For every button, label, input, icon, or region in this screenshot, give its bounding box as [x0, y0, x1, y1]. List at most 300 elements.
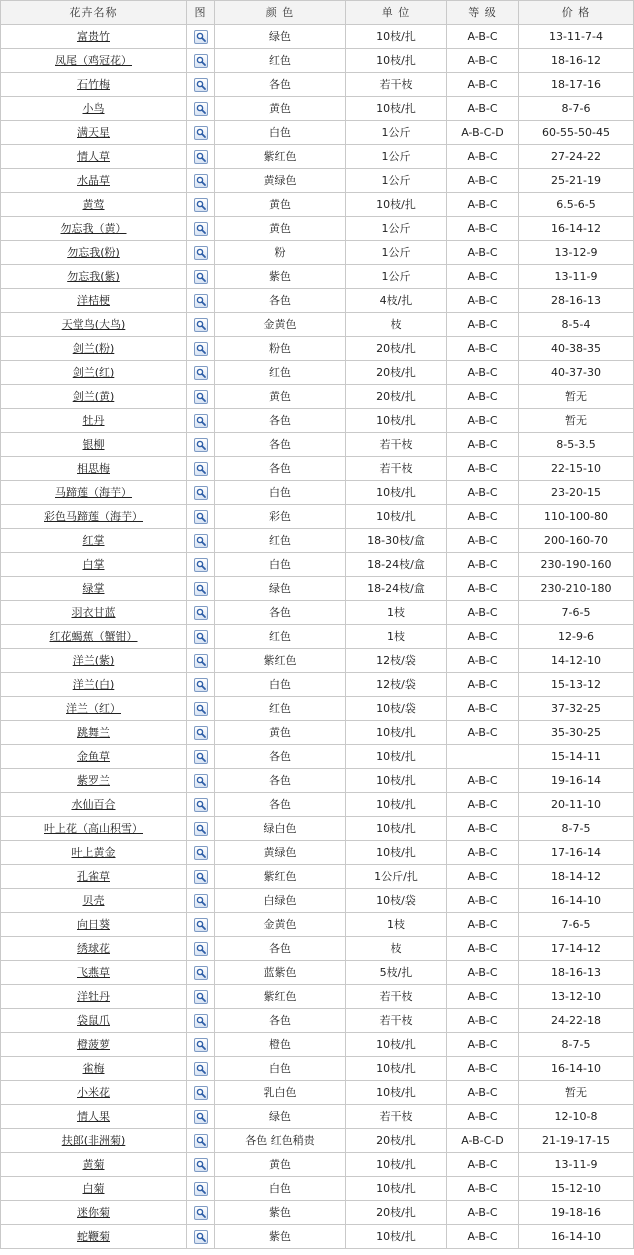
flower-name-cell — [1, 49, 187, 73]
magnifier-icon[interactable] — [194, 822, 208, 836]
price-cell: 12-9-6 — [519, 625, 634, 649]
table-row — [1, 1009, 634, 1033]
flower-name-link[interactable]: 勿忘我(紫) — [67, 270, 120, 283]
magnifier-icon[interactable] — [194, 654, 208, 668]
grade-cell: A-B-C — [447, 793, 519, 817]
flower-name-link[interactable]: 石竹梅 — [77, 78, 110, 91]
image-cell — [187, 841, 215, 865]
magnifier-icon[interactable] — [194, 102, 208, 116]
flower-name-link[interactable]: 蛇鞭菊 — [77, 1230, 110, 1243]
price-cell: 15-12-10 — [519, 1177, 634, 1201]
flower-name-link[interactable]: 绿掌 — [82, 582, 105, 595]
magnifier-icon[interactable] — [194, 246, 208, 260]
color-cell: 黄绿色 — [215, 169, 346, 193]
unit-cell: 1公斤 — [346, 217, 447, 241]
magnifier-icon[interactable] — [194, 894, 208, 908]
unit-cell: 若干枝 — [346, 1105, 447, 1129]
image-cell — [187, 217, 215, 241]
grade-cell: A-B-C — [447, 145, 519, 169]
header-row — [1, 1, 634, 25]
image-cell — [187, 433, 215, 457]
image-cell — [187, 721, 215, 745]
unit-cell: 18-24枝/盒 — [346, 553, 447, 577]
grade-cell: A-B-C — [447, 865, 519, 889]
flower-name-link[interactable]: 富贵竹 — [77, 30, 110, 43]
color-cell: 粉 — [215, 241, 346, 265]
color-cell: 绿白色 — [215, 817, 346, 841]
unit-cell: 1公斤 — [346, 169, 447, 193]
flower-name-cell — [1, 889, 187, 913]
flower-name-cell — [1, 97, 187, 121]
flower-name-link[interactable]: 贝壳 — [82, 894, 105, 907]
price-cell: 13-12-9 — [519, 241, 634, 265]
price-cell: 13-11-7-4 — [519, 25, 634, 49]
flower-name-link[interactable]: 洋兰(紫) — [72, 654, 115, 667]
magnifier-icon[interactable] — [194, 918, 208, 932]
unit-cell: 1公斤/扎 — [346, 865, 447, 889]
flower-name-link[interactable]: 迷你菊 — [77, 1206, 110, 1219]
image-cell — [187, 673, 215, 697]
table-row — [1, 889, 634, 913]
price-cell: 28-16-13 — [519, 289, 634, 313]
magnifier-icon[interactable] — [194, 1158, 208, 1172]
price-cell: 110-100-80 — [519, 505, 634, 529]
unit-cell: 10枝/扎 — [346, 409, 447, 433]
price-cell: 暂无 — [519, 1081, 634, 1105]
magnifier-icon[interactable] — [194, 222, 208, 236]
magnifier-icon[interactable] — [194, 1134, 208, 1148]
unit-cell: 10枝/袋 — [346, 889, 447, 913]
unit-cell: 枝 — [346, 313, 447, 337]
magnifier-icon[interactable] — [194, 1038, 208, 1052]
flower-name-cell — [1, 1201, 187, 1225]
unit-cell: 若干枝 — [346, 457, 447, 481]
flower-name-cell — [1, 1129, 187, 1153]
flower-name-cell — [1, 121, 187, 145]
table-row — [1, 721, 634, 745]
flower-name-cell — [1, 673, 187, 697]
price-cell: 暂无 — [519, 409, 634, 433]
table-row — [1, 25, 634, 49]
image-cell — [187, 649, 215, 673]
magnifier-icon[interactable] — [194, 534, 208, 548]
flower-name-link[interactable]: 金鱼草 — [77, 750, 110, 763]
magnifier-icon[interactable] — [194, 606, 208, 620]
table-row — [1, 841, 634, 865]
table-row — [1, 1105, 634, 1129]
table-row — [1, 97, 634, 121]
flower-name-cell — [1, 337, 187, 361]
unit-cell: 10枝/扎 — [346, 481, 447, 505]
price-cell: 8-7-6 — [519, 97, 634, 121]
magnifier-icon[interactable] — [194, 870, 208, 884]
unit-cell: 10枝/扎 — [346, 505, 447, 529]
flower-name-link[interactable]: 牡丹 — [82, 414, 105, 427]
color-cell: 各色 — [215, 1009, 346, 1033]
price-cell: 6.5-6-5 — [519, 193, 634, 217]
flower-name-link[interactable]: 小米花 — [77, 1086, 110, 1099]
image-cell — [187, 73, 215, 97]
image-cell — [187, 601, 215, 625]
table-row — [1, 625, 634, 649]
flower-name-cell — [1, 649, 187, 673]
color-cell: 黄色 — [215, 193, 346, 217]
flower-name-link[interactable]: 勿忘我(粉) — [67, 246, 120, 259]
flower-name-link[interactable]: 剑兰(粉) — [72, 342, 115, 355]
image-cell — [187, 793, 215, 817]
color-cell: 紫色 — [215, 1201, 346, 1225]
color-cell: 白色 — [215, 673, 346, 697]
price-cell: 23-20-15 — [519, 481, 634, 505]
image-cell — [187, 97, 215, 121]
table-row — [1, 937, 634, 961]
magnifier-icon[interactable] — [194, 174, 208, 188]
unit-cell: 20枝/扎 — [346, 1129, 447, 1153]
grade-cell: A-B-C — [447, 1105, 519, 1129]
magnifier-icon[interactable] — [194, 78, 208, 92]
magnifier-icon[interactable] — [194, 1014, 208, 1028]
unit-cell: 1枝 — [346, 625, 447, 649]
flower-name-link[interactable]: 马蹄莲（海芋） — [55, 486, 132, 499]
flower-name-cell — [1, 769, 187, 793]
flower-name-cell — [1, 1177, 187, 1201]
flower-name-cell — [1, 361, 187, 385]
table-row — [1, 913, 634, 937]
image-cell — [187, 25, 215, 49]
magnifier-icon[interactable] — [194, 438, 208, 452]
image-cell — [187, 481, 215, 505]
grade-cell: A-B-C — [447, 649, 519, 673]
flower-name-link[interactable]: 情人果 — [77, 1110, 110, 1123]
unit-cell: 18-30枝/盒 — [346, 529, 447, 553]
image-cell — [187, 1201, 215, 1225]
table-row — [1, 1081, 634, 1105]
color-cell: 紫色 — [215, 265, 346, 289]
flower-name-cell — [1, 313, 187, 337]
magnifier-icon[interactable] — [194, 1206, 208, 1220]
grade-cell: A-B-C — [447, 841, 519, 865]
flower-name-cell — [1, 241, 187, 265]
flower-name-link[interactable]: 剑兰(红) — [72, 366, 115, 379]
unit-cell: 20枝/扎 — [346, 385, 447, 409]
color-cell: 白色 — [215, 1177, 346, 1201]
grade-cell: A-B-C — [447, 577, 519, 601]
unit-cell: 10枝/扎 — [346, 745, 447, 769]
flower-name-link[interactable]: 水仙百合 — [71, 798, 116, 811]
magnifier-icon[interactable] — [194, 990, 208, 1004]
grade-cell: A-B-C — [447, 73, 519, 97]
magnifier-icon[interactable] — [194, 966, 208, 980]
grade-cell: A-B-C — [447, 409, 519, 433]
color-cell: 白色 — [215, 1057, 346, 1081]
magnifier-icon[interactable] — [194, 702, 208, 716]
color-cell: 各色 — [215, 433, 346, 457]
unit-cell: 1公斤 — [346, 121, 447, 145]
flower-name-link[interactable]: 绣球花 — [77, 942, 110, 955]
table-row — [1, 1201, 634, 1225]
magnifier-icon[interactable] — [194, 414, 208, 428]
flower-name-cell — [1, 577, 187, 601]
table-row — [1, 433, 634, 457]
grade-cell: A-B-C — [447, 721, 519, 745]
flower-name-cell — [1, 73, 187, 97]
flower-name-link[interactable]: 向日葵 — [77, 918, 110, 931]
price-cell: 200-160-70 — [519, 529, 634, 553]
grade-cell: A-B-C — [447, 937, 519, 961]
color-cell: 红色 — [215, 529, 346, 553]
unit-cell: 10枝/扎 — [346, 721, 447, 745]
price-cell: 13-11-9 — [519, 265, 634, 289]
header-price: 价 格 — [519, 1, 634, 25]
magnifier-icon[interactable] — [194, 462, 208, 476]
image-cell — [187, 121, 215, 145]
magnifier-icon[interactable] — [194, 30, 208, 44]
table-body — [1, 25, 634, 1249]
price-cell: 15-14-11 — [519, 745, 634, 769]
price-cell: 37-32-25 — [519, 697, 634, 721]
grade-cell: A-B-C — [447, 193, 519, 217]
color-cell: 黄色 — [215, 97, 346, 121]
magnifier-icon[interactable] — [194, 486, 208, 500]
flower-name-link[interactable]: 洋兰（红） — [66, 702, 121, 715]
grade-cell: A-B-C — [447, 673, 519, 697]
table-row — [1, 121, 634, 145]
magnifier-icon[interactable] — [194, 798, 208, 812]
flower-name-cell — [1, 913, 187, 937]
color-cell: 金黄色 — [215, 313, 346, 337]
image-cell — [187, 1009, 215, 1033]
table-row — [1, 169, 634, 193]
flower-name-cell — [1, 721, 187, 745]
unit-cell: 10枝/扎 — [346, 49, 447, 73]
flower-name-link[interactable]: 彩色马蹄莲（海芋） — [44, 510, 143, 523]
unit-cell: 10枝/扎 — [346, 1081, 447, 1105]
table-row — [1, 1225, 634, 1249]
magnifier-icon[interactable] — [194, 1062, 208, 1076]
magnifier-icon[interactable] — [194, 318, 208, 332]
unit-cell: 若干枝 — [346, 433, 447, 457]
flower-name-link[interactable]: 剑兰(黄) — [72, 390, 115, 403]
grade-cell: A-B-C — [447, 337, 519, 361]
flower-name-cell — [1, 1105, 187, 1129]
table-row — [1, 217, 634, 241]
flower-name-link[interactable]: 满天星 — [77, 126, 110, 139]
unit-cell: 枝 — [346, 937, 447, 961]
flower-name-cell — [1, 193, 187, 217]
grade-cell: A-B-C — [447, 1201, 519, 1225]
price-cell: 8-5-3.5 — [519, 433, 634, 457]
flower-name-link[interactable]: 情人草 — [77, 150, 110, 163]
color-cell: 黄绿色 — [215, 841, 346, 865]
flower-name-link[interactable]: 凤尾（鸡冠花） — [55, 54, 132, 67]
flower-name-link[interactable]: 孔雀草 — [77, 870, 110, 883]
flower-name-link[interactable]: 天堂鸟(大鸟) — [61, 318, 126, 331]
magnifier-icon[interactable] — [194, 1086, 208, 1100]
magnifier-icon[interactable] — [194, 1230, 208, 1244]
flower-name-link[interactable]: 小鸟 — [82, 102, 105, 115]
flower-name-link[interactable]: 洋牡丹 — [77, 990, 110, 1003]
flower-name-link[interactable]: 羽衣甘蓝 — [71, 606, 116, 619]
price-cell: 21-19-17-15 — [519, 1129, 634, 1153]
grade-cell: A-B-C — [447, 313, 519, 337]
price-cell: 22-15-10 — [519, 457, 634, 481]
flower-name-link[interactable]: 白菊 — [82, 1182, 105, 1195]
magnifier-icon[interactable] — [194, 150, 208, 164]
magnifier-icon[interactable] — [194, 630, 208, 644]
image-cell — [187, 529, 215, 553]
price-cell: 17-14-12 — [519, 937, 634, 961]
grade-cell: A-B-C — [447, 361, 519, 385]
table-row — [1, 865, 634, 889]
magnifier-icon[interactable] — [194, 678, 208, 692]
flower-name-link[interactable]: 红花蝎蕉（蟹钳） — [49, 630, 138, 643]
flower-name-cell — [1, 169, 187, 193]
image-cell — [187, 913, 215, 937]
table-row — [1, 769, 634, 793]
table-row — [1, 265, 634, 289]
color-cell: 黄色 — [215, 721, 346, 745]
flower-name-link[interactable]: 紫罗兰 — [77, 774, 110, 787]
magnifier-icon[interactable] — [194, 270, 208, 284]
grade-cell: A-B-C — [447, 697, 519, 721]
flower-name-link[interactable]: 洋兰(白) — [72, 678, 115, 691]
color-cell: 各色 — [215, 601, 346, 625]
table-row — [1, 1153, 634, 1177]
color-cell: 黄色 — [215, 1153, 346, 1177]
magnifier-icon[interactable] — [194, 942, 208, 956]
unit-cell: 5枝/扎 — [346, 961, 447, 985]
image-cell — [187, 1105, 215, 1129]
image-cell — [187, 385, 215, 409]
magnifier-icon[interactable] — [194, 1110, 208, 1124]
grade-cell: A-B-C — [447, 457, 519, 481]
flower-name-link[interactable]: 红掌 — [82, 534, 105, 547]
color-cell: 白色 — [215, 553, 346, 577]
magnifier-icon[interactable] — [194, 846, 208, 860]
image-cell — [187, 937, 215, 961]
flower-name-link[interactable]: 白掌 — [82, 558, 105, 571]
magnifier-icon[interactable] — [194, 54, 208, 68]
table-row — [1, 529, 634, 553]
image-cell — [187, 409, 215, 433]
color-cell: 各色 — [215, 73, 346, 97]
table-row — [1, 793, 634, 817]
magnifier-icon[interactable] — [194, 510, 208, 524]
magnifier-icon[interactable] — [194, 558, 208, 572]
table-row — [1, 961, 634, 985]
grade-cell: A-B-C-D — [447, 1129, 519, 1153]
unit-cell: 若干枝 — [346, 73, 447, 97]
magnifier-icon[interactable] — [194, 390, 208, 404]
flower-name-cell — [1, 553, 187, 577]
flower-name-link[interactable]: 橙菠萝 — [77, 1038, 110, 1051]
flower-name-cell — [1, 697, 187, 721]
table-row — [1, 337, 634, 361]
grade-cell: A-B-C — [447, 817, 519, 841]
grade-cell: A-B-C — [447, 1177, 519, 1201]
magnifier-icon[interactable] — [194, 1182, 208, 1196]
grade-cell: A-B-C — [447, 433, 519, 457]
flower-name-link[interactable]: 黄菊 — [82, 1158, 105, 1171]
header-color: 颜 色 — [215, 1, 346, 25]
table-row — [1, 1129, 634, 1153]
grade-cell: A-B-C — [447, 1225, 519, 1249]
table-row — [1, 457, 634, 481]
magnifier-icon[interactable] — [194, 726, 208, 740]
flower-name-link[interactable]: 飞燕草 — [77, 966, 110, 979]
table-row — [1, 601, 634, 625]
color-cell: 各色 — [215, 409, 346, 433]
flower-name-link[interactable]: 勿忘我（黄） — [60, 222, 127, 235]
unit-cell: 10枝/扎 — [346, 841, 447, 865]
table-row — [1, 481, 634, 505]
grade-cell: A-B-C — [447, 481, 519, 505]
image-cell — [187, 745, 215, 769]
flower-name-link[interactable]: 水晶草 — [77, 174, 110, 187]
flower-name-link[interactable]: 袋鼠爪 — [77, 1014, 110, 1027]
flower-name-cell — [1, 289, 187, 313]
unit-cell: 20枝/扎 — [346, 361, 447, 385]
magnifier-icon[interactable] — [194, 750, 208, 764]
price-cell: 19-16-14 — [519, 769, 634, 793]
flower-name-link[interactable]: 雀梅 — [82, 1062, 105, 1075]
table-row — [1, 193, 634, 217]
flower-name-link[interactable]: 洋桔梗 — [77, 294, 110, 307]
flower-name-link[interactable]: 银柳 — [82, 438, 105, 451]
magnifier-icon[interactable] — [194, 198, 208, 212]
magnifier-icon[interactable] — [194, 582, 208, 596]
flower-name-cell — [1, 25, 187, 49]
color-cell: 粉色 — [215, 337, 346, 361]
flower-name-cell — [1, 985, 187, 1009]
price-cell: 13-11-9 — [519, 1153, 634, 1177]
color-cell: 蓝紫色 — [215, 961, 346, 985]
flower-name-cell — [1, 265, 187, 289]
flower-name-link[interactable]: 扶郎(非洲菊) — [61, 1134, 126, 1147]
unit-cell: 10枝/扎 — [346, 769, 447, 793]
image-cell — [187, 265, 215, 289]
color-cell: 紫红色 — [215, 145, 346, 169]
magnifier-icon[interactable] — [194, 126, 208, 140]
unit-cell: 20枝/扎 — [346, 1201, 447, 1225]
flower-name-link[interactable]: 跳舞兰 — [77, 726, 110, 739]
unit-cell: 1公斤 — [346, 145, 447, 169]
color-cell: 白色 — [215, 121, 346, 145]
flower-name-link[interactable]: 相思梅 — [77, 462, 110, 475]
flower-name-link[interactable]: 叶上花（高山积雪） — [44, 822, 143, 835]
header-grade: 等 级 — [447, 1, 519, 25]
flower-name-link[interactable]: 叶上黄金 — [71, 846, 116, 859]
image-cell — [187, 577, 215, 601]
image-cell — [187, 1225, 215, 1249]
flower-name-link[interactable]: 黄莺 — [82, 198, 105, 211]
table-row — [1, 1033, 634, 1057]
magnifier-icon[interactable] — [194, 294, 208, 308]
image-cell — [187, 817, 215, 841]
price-cell: 40-38-35 — [519, 337, 634, 361]
table-row — [1, 673, 634, 697]
magnifier-icon[interactable] — [194, 342, 208, 356]
price-cell: 40-37-30 — [519, 361, 634, 385]
image-cell — [187, 361, 215, 385]
color-cell: 紫红色 — [215, 985, 346, 1009]
image-cell — [187, 865, 215, 889]
image-cell — [187, 289, 215, 313]
magnifier-icon[interactable] — [194, 774, 208, 788]
flower-name-cell — [1, 1009, 187, 1033]
grade-cell: A-B-C — [447, 889, 519, 913]
magnifier-icon[interactable] — [194, 366, 208, 380]
